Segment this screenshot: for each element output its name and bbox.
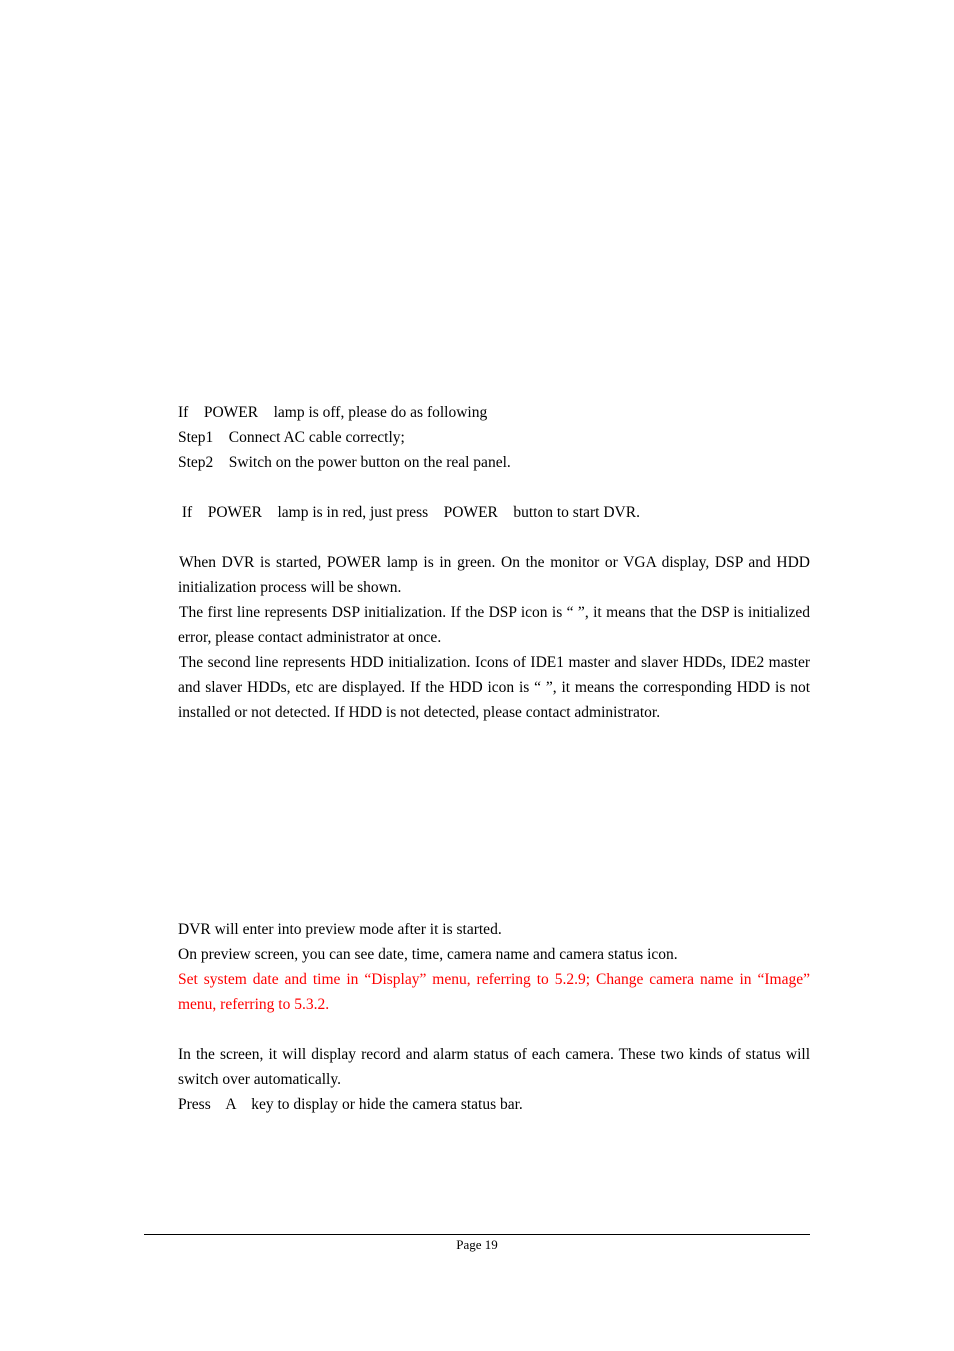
power-off-intro: If POWER lamp is off, please do as following <box>178 404 488 421</box>
preview-line-2: On preview screen, you can see date, time, camera name and camera status icon. <box>178 946 678 963</box>
startup-paragraph-3: The second line represents HDD initialization. Icons of IDE1 master and slaver HDDs, IDE2 master and slaver HDDs, etc are displayed. If the HDD icon is “ ”, it means the corresponding HDD is not installed or not detected. If HDD is not detected, please contact administrator. <box>178 654 810 721</box>
step2: Step2 Switch on the power button on the real panel. <box>178 454 511 471</box>
power-red-lamp: If POWER lamp is in red, just press POWER button to start DVR. <box>178 504 640 521</box>
startup-paragraph-2: The first line represents DSP initialization. If the DSP icon is “ ”, it means that the DSP is initialized error, please contact administrator at once. <box>178 604 810 646</box>
preview-line-1: DVR will enter into preview mode after it is started. <box>178 921 502 938</box>
page-number: Page 19 <box>456 1237 498 1252</box>
footer-rule <box>144 1234 810 1235</box>
startup-paragraph-1: When DVR is started, POWER lamp is in green. On the monitor or VGA display, DSP and HDD initialization process will be shown. <box>178 554 810 596</box>
preview-note: Set system date and time in “Display” menu, referring to 5.2.9; Change camera name in “Image” menu, referring to 5.3.2. <box>178 971 810 1013</box>
status-paragraph: In the screen, it will display record and alarm status of each camera. These two kinds of status will switch over automatically. <box>178 1046 810 1088</box>
press-a-line: Press A key to display or hide the camera status bar. <box>178 1096 523 1113</box>
step1: Step1 Connect AC cable correctly; <box>178 429 405 446</box>
